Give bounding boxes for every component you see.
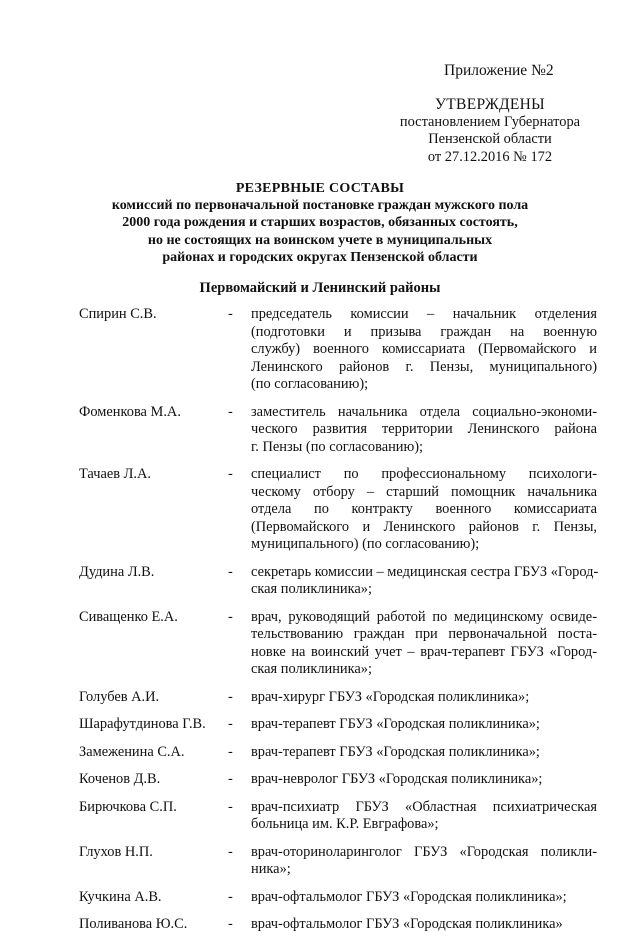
approval-line: от 27.12.2016 № 172 bbox=[427, 148, 553, 165]
member-name: Замеженина С.А. bbox=[79, 743, 185, 760]
role-line: муниципального) (по согласованию); bbox=[251, 536, 480, 552]
member-role bbox=[251, 771, 597, 789]
dash-separator: - bbox=[228, 798, 233, 815]
title-line: но не состоящих на воинском учете в муниципальных bbox=[147, 232, 493, 248]
section-title: Первомайский и Ленинский районы bbox=[199, 280, 441, 296]
role-line: г. Пензы (по согласованию); bbox=[251, 438, 424, 455]
role-line: отдела по контракту военного комиссариата bbox=[251, 501, 597, 517]
dash-separator: - bbox=[228, 771, 233, 787]
role-line: специалист по профессиональному психологи- bbox=[251, 466, 597, 482]
member-name: Шарафутдинова Г.В. bbox=[79, 716, 206, 732]
member-row bbox=[0, 609, 640, 679]
member-row bbox=[0, 744, 640, 762]
dash-separator: - bbox=[228, 688, 233, 705]
member-row bbox=[0, 404, 640, 457]
member-name: Фоменкова М.А. bbox=[79, 403, 181, 420]
dash-separator: - bbox=[228, 403, 233, 420]
appendix-label: Приложение №2 bbox=[444, 62, 554, 79]
dash-separator: - bbox=[228, 916, 233, 932]
approval-line: Пензенской области bbox=[428, 131, 552, 147]
role-line: (по согласованию); bbox=[251, 376, 369, 392]
member-name: Коченов Д.В. bbox=[79, 771, 161, 787]
role-line: новке на воинский учет – врач-терапевт ГБУЗ «Город- bbox=[251, 643, 597, 660]
approval-line: постановлением Губернатора bbox=[399, 113, 581, 130]
member-row bbox=[0, 889, 640, 907]
dash-separator: - bbox=[228, 563, 233, 580]
dash-separator: - bbox=[228, 466, 233, 482]
member-row bbox=[0, 771, 640, 789]
role-line: врач-невролог ГБУЗ «Городская поликлиника»; bbox=[251, 771, 543, 787]
member-role bbox=[251, 404, 597, 457]
role-line: ская поликлиника»; bbox=[251, 661, 372, 677]
title-line: районах и городских округах Пензенской области bbox=[162, 249, 478, 265]
role-line: ческого развития территории Ленинского района bbox=[251, 421, 597, 437]
title-line: комиссий по первоначальной постановке граждан мужского пола bbox=[111, 198, 529, 214]
role-line: врач-терапевт ГБУЗ «Городская поликлиника»; bbox=[251, 716, 540, 732]
dash-separator: - bbox=[228, 306, 233, 322]
dash-separator: - bbox=[228, 743, 233, 760]
member-row bbox=[0, 916, 640, 934]
dash-separator: - bbox=[228, 716, 233, 732]
member-role bbox=[251, 889, 597, 907]
role-line: председатель комиссии – начальник отделения bbox=[251, 306, 597, 322]
approval-line: УТВЕРЖДЕНЫ bbox=[435, 96, 545, 113]
role-line: врач-терапевт ГБУЗ «Городская поликлиника»; bbox=[251, 743, 540, 760]
role-line: Ленинского районов г. Пензы, муниципального) bbox=[251, 358, 597, 375]
member-name: Дудина Л.В. bbox=[79, 563, 155, 580]
role-line: тельствованию граждан при первоначальной поста- bbox=[251, 626, 597, 642]
member-row bbox=[0, 564, 640, 599]
role-line: врач-оториноларинголог ГБУЗ «Городская поликли- bbox=[251, 843, 597, 860]
member-row bbox=[0, 716, 640, 734]
dash-separator: - bbox=[228, 888, 233, 905]
member-name: Поливанова Ю.С. bbox=[79, 916, 188, 932]
member-row bbox=[0, 844, 640, 879]
member-row bbox=[0, 689, 640, 707]
role-line: ческому отбору – старший помощник начальника bbox=[251, 483, 597, 500]
dash-separator: - bbox=[228, 843, 233, 860]
member-name: Спирин С.В. bbox=[79, 306, 157, 322]
member-name: Тачаев Л.А. bbox=[79, 466, 151, 482]
member-role bbox=[251, 716, 597, 734]
member-role bbox=[251, 609, 597, 679]
member-role bbox=[251, 916, 597, 934]
role-line: больница им. К.Р. Евграфова»; bbox=[251, 816, 439, 832]
approval-block bbox=[380, 96, 600, 166]
member-row bbox=[0, 799, 640, 834]
member-role bbox=[251, 844, 597, 879]
role-line: врач-хирург ГБУЗ «Городская поликлиника»; bbox=[251, 688, 530, 705]
title-line: РЕЗЕРВНЫЕ СОСТАВЫ bbox=[235, 181, 405, 196]
member-role bbox=[251, 564, 597, 599]
member-name: Голубев А.И. bbox=[79, 688, 160, 705]
member-role bbox=[251, 799, 597, 834]
dash-separator: - bbox=[228, 608, 233, 625]
document-title bbox=[40, 180, 600, 266]
role-line: секретарь комиссии – медицинская сестра ГБУЗ «Город- bbox=[251, 563, 599, 580]
member-name: Кучкина А.В. bbox=[79, 888, 162, 905]
member-role bbox=[251, 466, 597, 554]
role-line: врач, руководящий работой по медицинскому освиде- bbox=[251, 608, 597, 625]
role-line: ника»; bbox=[251, 861, 291, 877]
title-line: 2000 года рождения и старших возрастов, обязанных состоять, bbox=[122, 215, 518, 231]
member-name: Бирючкова С.П. bbox=[79, 798, 177, 815]
member-role bbox=[251, 744, 597, 762]
member-role bbox=[251, 689, 597, 707]
member-name: Сиващенко Е.А. bbox=[79, 608, 178, 625]
role-line: ская поликлиника»; bbox=[251, 581, 372, 597]
role-line: врач-психиатр ГБУЗ «Областная психиатрическая bbox=[251, 798, 597, 815]
role-line: (Первомайского и Ленинского районов г. Пензы, bbox=[251, 518, 597, 535]
member-name: Глухов Н.П. bbox=[79, 843, 153, 860]
role-line: (подготовки и призыва граждан на военную bbox=[251, 323, 597, 340]
member-row bbox=[0, 306, 640, 394]
member-row bbox=[0, 466, 640, 554]
role-line: врач-офтальмолог ГБУЗ «Городская поликлиника»; bbox=[251, 888, 567, 905]
role-line: заместитель начальника отдела социально-экономи- bbox=[251, 403, 597, 420]
role-line: врач-офтальмолог ГБУЗ «Городская поликлиника» bbox=[251, 916, 563, 932]
member-list bbox=[0, 306, 640, 944]
role-line: службу) военного комиссариата (Первомайского и bbox=[251, 341, 597, 357]
member-role bbox=[251, 306, 597, 394]
